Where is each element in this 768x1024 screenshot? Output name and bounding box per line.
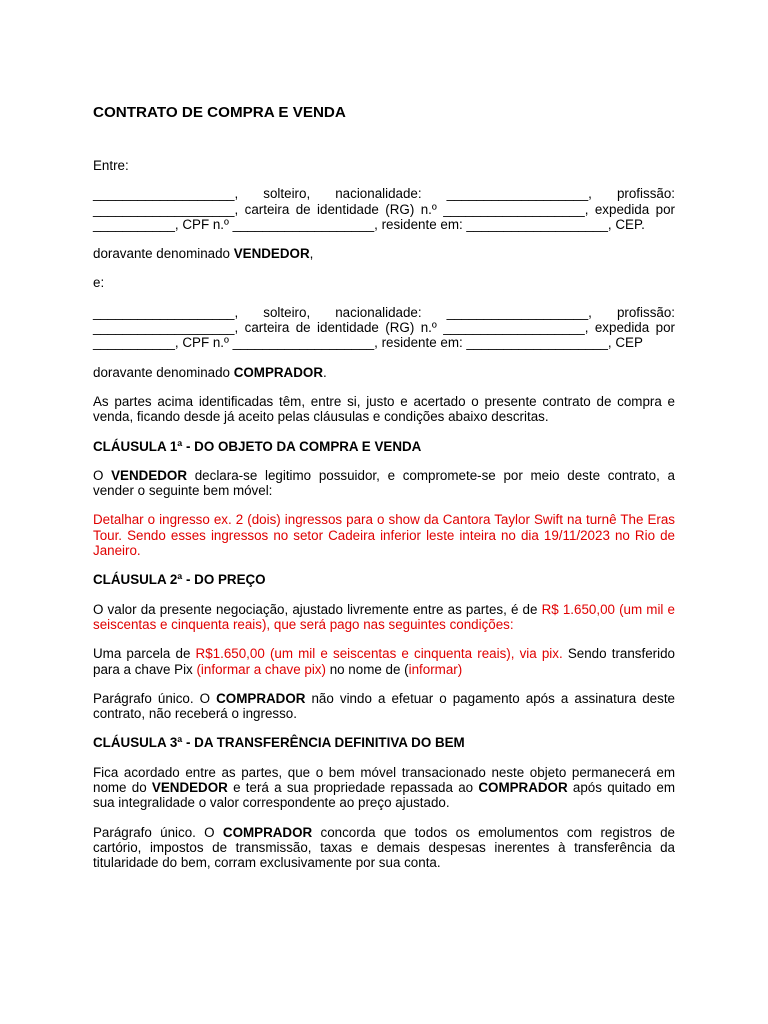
document-body [93,104,675,871]
clausula3-title: CLÁUSULA 3ª - DA TRANSFERÊNCIA DEFINITIVA DO BEM [93,735,465,751]
clausula1-paragraph: O VENDEDOR declara-se legitimo possuidor, e compromete-se por meio deste contrato, a vender o seguinte bem móvel: [93,467,675,499]
clausula2-title: CLÁUSULA 2ª - DO PREÇO [93,572,266,588]
clausula2-paragraph1: O valor da presente negociação, ajustado livremente entre as partes, é de R$ 1.650,00 (um mil e seiscentas e cinquenta reais), que será pago nas seguintes condições: [93,601,675,632]
clausula3-paragraph1: Fica acordado entre as partes, que o bem móvel transacionado neste objeto permanecerá em nome do VENDEDOR e terá a sua propriedade repassada ao COMPRADOR após quitado em sua integralidade o valor correspondente ao preço ajustado. [93,764,675,811]
clausula2-paragrafo-unico: Parágrafo único. O COMPRADOR não vindo a efetuar o pagamento após a assinatura deste contrato, não receberá o ingresso. [93,690,675,722]
entre-label: Entre: [93,158,129,173]
intro-paragraph: As partes acima identificadas têm, entre si, justo e acertado o presente contrato de compra e venda, ficando desde já aceito pelas cláusulas e condições abaixo descritas. [93,393,675,425]
clausula2-paragraph2: Uma parcela de R$1.650,00 (um mil e seiscentas e cinquenta reais), via pix. Sendo transferido para a chave Pix (informar a chave pix) no nome de (informar) [93,646,675,677]
comprador-qualificacao: ___________________, solteiro, nacionalidade: ___________________, profissão: ___________________, carteira de identidade (RG) n.º ___________________, expedida por ___________, CPF n.º ___________________, residente em: ___________________, CEP [93,304,675,351]
comprador-denominacao: doravante denominado COMPRADOR. [93,364,327,380]
clausula3-paragrafo-unico: Parágrafo único. O COMPRADOR concorda que todos os emolumentos com registros de cartório, impostos de transmissão, taxas e demais despesas inerentes à transferência da titularidade do bem, corram exclusivamente por sua conta. [93,824,675,871]
e-label: e: [93,275,105,291]
vendedor-denominacao: doravante denominado VENDEDOR, [93,246,314,262]
comprador-label: COMPRADOR [233,364,323,380]
vendedor-label: VENDEDOR [233,246,310,262]
document-title: CONTRATO DE COMPRA E VENDA [93,104,346,121]
clausula1-detalhe: Detalhar o ingresso ex. 2 (dois) ingressos para o show da Cantora Taylor Swift na turnê The Eras Tour. Sendo esses ingressos no setor Cadeira inferior leste inteira no dia 19/11/2023 no Rio de Janeiro. [93,512,675,559]
clausula1-title: CLÁUSULA 1ª - DO OBJETO DA COMPRA E VENDA [93,438,422,454]
vendedor-qualificacao: ___________________, solteiro, nacionalidade: ___________________, profissão: ___________________, carteira de identidade (RG) n.º ___________________, expedida por ___________, CPF n.º ___________________, residente em: ___________________, CEP. [93,186,675,232]
